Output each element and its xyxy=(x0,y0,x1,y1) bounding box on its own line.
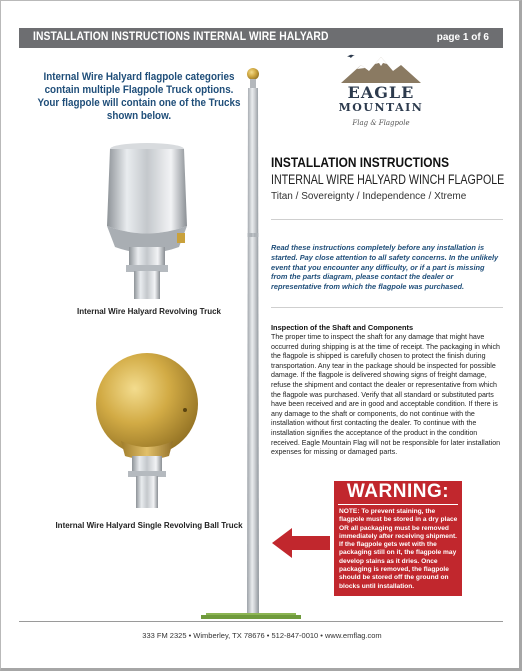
divider xyxy=(271,307,503,308)
footer-divider xyxy=(19,621,503,622)
revolving-truck-image xyxy=(107,143,187,299)
ball-truck-caption: Internal Wire Halyard Single Revolving Ball Truck xyxy=(55,521,243,530)
logo-name-line2: MOUNTAIN xyxy=(338,101,424,114)
instructions-title: INSTALLATION INSTRUCTIONS xyxy=(271,154,450,170)
eagle-mountain-logo xyxy=(331,51,431,141)
revolving-truck-caption: Internal Wire Halyard Revolving Truck xyxy=(77,307,221,316)
logo-name-line1: EAGLE xyxy=(347,83,415,102)
safety-notice: Read these instructions completely before any installation is started. Pay close attention to all safety concerns. In the unlikely event that you encounter any difficulty, or if a part is missing from the parts diagram, please contact the dealer or representative from which the flagpole was purchased. xyxy=(271,243,499,292)
logo-tagline: Flag & Flagpole xyxy=(352,119,410,127)
warning-box xyxy=(334,481,462,596)
header-title: INSTALLATION INSTRUCTIONS INTERNAL WIRE HALYARD xyxy=(33,31,329,43)
page-number: page 1 of 6 xyxy=(436,32,489,43)
flagpole-image xyxy=(247,68,259,619)
mountain-eagle-icon xyxy=(331,51,431,85)
ball-truck-image xyxy=(96,353,198,508)
instructions-subtitle: INTERNAL WIRE HALYARD WINCH FLAGPOLE xyxy=(271,172,505,187)
truck-options-intro: Internal Wire Halyard flagpole categories contain multiple Flagpole Truck options. Your flagpole will contain one of the Trucks shown below. xyxy=(37,71,241,122)
left-arrow-icon xyxy=(272,528,330,558)
inspection-heading: Inspection of the Shaft and Components xyxy=(271,323,414,332)
footer-contact: 333 FM 2325 • Wimberley, TX 78676 • 512-847-0010 • www.emflag.com xyxy=(142,631,382,640)
grass-base xyxy=(201,613,301,619)
divider xyxy=(271,219,503,220)
warning-body: NOTE: To prevent staining, the flagpole must be stored in a dry place OR all packaging must be removed immediately after receiving shipment. If the flagpole gets wet with the packaging still on it, the flagpole may develop stains as it dries. Once packaging is removed, the flagpole should be stored off the ground on blocks until installation. xyxy=(339,508,458,590)
warning-divider xyxy=(338,504,458,505)
warning-title: WARNING: xyxy=(346,481,450,502)
inspection-body: The proper time to inspect the shaft for any damage that might have occurred during shipping is at the time of receipt. The packaging in which the flagpole is shipped is carefully chosen to protect the finish during transportation. Any tear in the package should be inspected for possible damage. If the flagpole is delivered showing signs of freight damage, refuse the shipment and contact the dealer or representative from which the flagpole was purchased. Verify that all standard or substituted parts have been received and are in good and acceptable condition. If there is any damage to the shaft or components, do not continue with the installation without first contacting the dealer. To continue with the installation signifies the acceptance of the product in the condition received. Eagle Mountain Flag will not be responsible for later installation expenses for missing or damaged parts. xyxy=(271,333,501,457)
model-list: Titan / Sovereignty / Independence / Xtreme xyxy=(271,191,467,202)
